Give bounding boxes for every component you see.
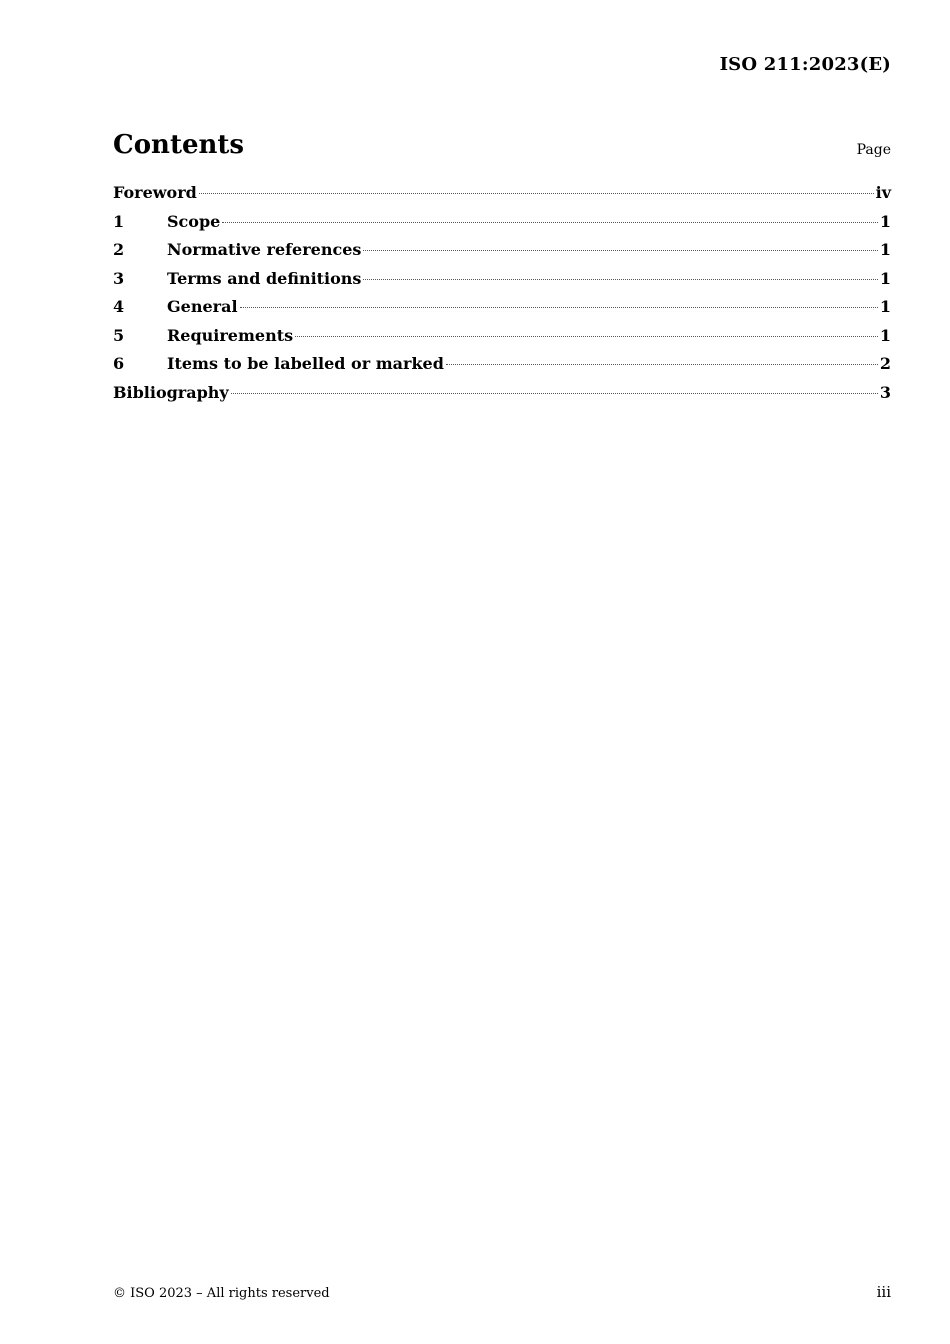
toc-entry-title[interactable]: Normative references bbox=[167, 240, 362, 259]
dot-leader bbox=[222, 222, 878, 223]
toc-entry-number: 2 bbox=[113, 240, 125, 259]
toc-entry-page[interactable]: 1 bbox=[879, 268, 891, 288]
toc-entry-title[interactable]: Scope bbox=[167, 211, 221, 231]
toc-entry-page[interactable]: iv bbox=[875, 183, 891, 202]
dot-leader bbox=[363, 279, 877, 280]
toc-entry-general[interactable] bbox=[113, 297, 891, 326]
toc-entry-page[interactable]: 1 bbox=[879, 297, 891, 316]
dot-leader bbox=[231, 393, 878, 394]
contents-header bbox=[113, 130, 891, 166]
toc-entry-title[interactable]: Items to be labelled or marked bbox=[167, 354, 444, 373]
toc-entry-scope[interactable] bbox=[113, 212, 891, 241]
toc-entry-number: 1 bbox=[113, 211, 125, 231]
dot-leader bbox=[446, 364, 878, 365]
table-of-contents bbox=[113, 183, 891, 411]
toc-entry-number: 5 bbox=[113, 325, 125, 345]
toc-entry-number: 4 bbox=[113, 297, 125, 316]
toc-entry-page[interactable]: 1 bbox=[879, 240, 891, 259]
page-column-label: Page bbox=[856, 142, 891, 158]
dot-leader bbox=[295, 336, 878, 337]
toc-entry-requirements[interactable] bbox=[113, 326, 891, 355]
copyright-notice: © ISO 2023 – All rights reserved bbox=[113, 1286, 330, 1301]
toc-entry-title[interactable]: Foreword bbox=[113, 183, 197, 202]
toc-entry-normative-references[interactable] bbox=[113, 240, 891, 269]
toc-entry-title[interactable]: General bbox=[167, 297, 238, 316]
toc-entry-title[interactable]: Requirements bbox=[167, 325, 294, 345]
toc-entry-page[interactable]: 1 bbox=[879, 211, 891, 231]
toc-entry-page[interactable]: 2 bbox=[879, 354, 891, 373]
toc-entry-number: 3 bbox=[113, 268, 125, 288]
dot-leader bbox=[240, 307, 878, 308]
document-identifier: ISO 211:2023(E) bbox=[719, 54, 891, 75]
toc-entry-page[interactable]: 1 bbox=[879, 325, 891, 345]
toc-entry-items-to-be-labelled[interactable] bbox=[113, 354, 891, 383]
toc-entry-bibliography[interactable] bbox=[113, 383, 891, 412]
dot-leader bbox=[199, 193, 874, 194]
contents-title: Contents bbox=[113, 130, 245, 160]
toc-entry-title[interactable]: Bibliography bbox=[113, 382, 229, 402]
page-number: iii bbox=[876, 1283, 891, 1301]
toc-entry-terms-and-definitions[interactable] bbox=[113, 269, 891, 298]
toc-entry-page[interactable]: 3 bbox=[879, 382, 891, 402]
toc-entry-foreword[interactable] bbox=[113, 183, 891, 212]
dot-leader bbox=[363, 250, 877, 251]
toc-entry-number: 6 bbox=[113, 354, 125, 373]
toc-entry-title[interactable]: Terms and definitions bbox=[167, 268, 362, 288]
